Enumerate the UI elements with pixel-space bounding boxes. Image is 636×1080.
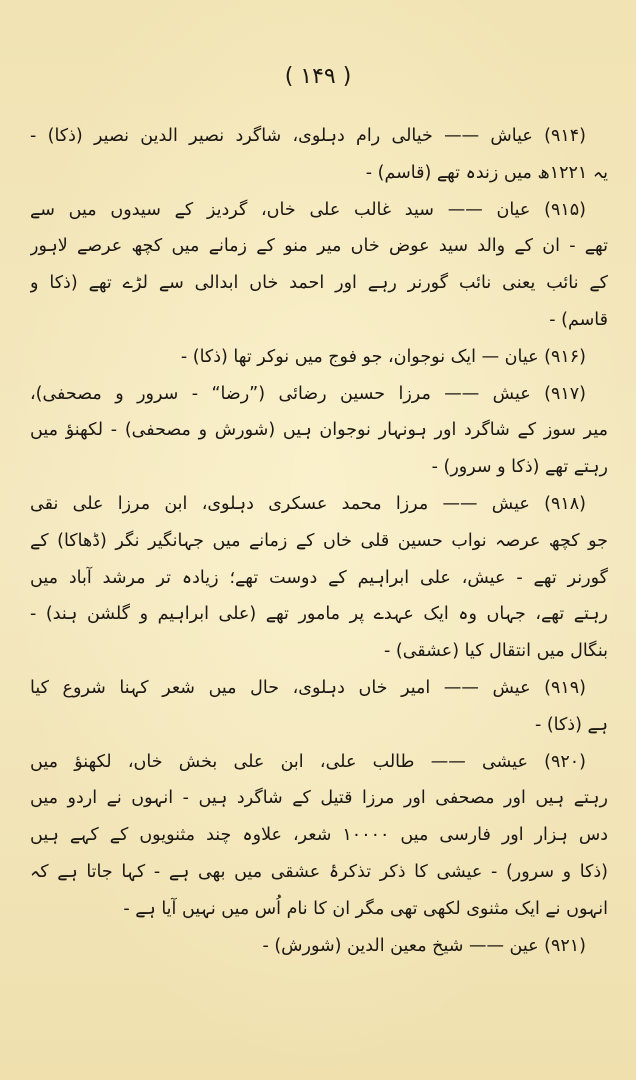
entry-paragraph: [30, 670, 608, 744]
entry-line: انہوں نے ایک مثنوی لکھی تھی مگر ان کا نام اُس میں نہیں آیا ہے -: [123, 898, 608, 919]
entry-paragraph: [30, 486, 608, 670]
entry-line: تھے - ان کے والد سید عوض خاں میر منو کے زمانے میں کچھ عرصے لاہور: [30, 236, 608, 257]
entry-line: رہتے تھے، جہاں وہ ایک عہدے پر مامور تھے (علی ابراہیم و گلشن ہند) -: [30, 604, 608, 625]
entry-line: رہتے ہیں اور مصحفی اور مرزا قتیل کے شاگرد ہیں - انہوں نے اردو میں: [30, 788, 608, 809]
entry-line: میر سوز کے شاگرد اور ہونہار نوجوان ہیں (شورش و مصحفی) - لکھنؤ میں: [30, 420, 608, 441]
entry-line: (۹۱۴) عیاش —— خیالی رام دہلوی، شاگرد نصیر الدین نصیر (ذکا) -: [30, 126, 586, 146]
entry-paragraph: [30, 339, 608, 376]
entry-line: ہے (ذکا) -: [534, 714, 608, 735]
entry-line: بنگال میں انتقال کیا (عشقی) -: [384, 641, 608, 662]
entry-line: (۹۲۱) عین —— شیخ معین الدین (شورش) -: [262, 935, 586, 956]
entry-line: قاسم) -: [549, 309, 608, 330]
page-number: ( ۱۴۹ ): [284, 64, 352, 89]
entry-paragraph: [30, 118, 608, 192]
page-body-text: [30, 118, 608, 964]
entry-paragraph: [30, 744, 608, 928]
entry-paragraph: [30, 192, 608, 339]
entry-paragraph: [30, 928, 608, 965]
entry-line: (۹۱۹) عیش —— امیر خاں دہلوی، حال میں شعر کہنا شروع کیا: [30, 677, 586, 698]
entry-line: جو کچھ عرصہ نواب حسین قلی خاں کے زمانے میں جہانگیر نگر (ڈھاکا) کے: [30, 530, 608, 551]
entry-line: (۹۱۵) عیان —— سید غالب علی خاں، گردیز کے سیدوں میں سے: [30, 199, 586, 220]
entry-line: (۹۱۷) عیش —— مرزا حسین رضائی (”رضا“ - سرور و مصحفی)،: [30, 383, 586, 404]
entry-line: دس ہزار اور فارسی میں ۱۰۰۰۰ شعر، علاوہ چند مثنویوں کے کہے ہیں: [30, 825, 608, 846]
entry-line: یہ ۱۲۲۱ھ میں زندہ تھے (قاسم) -: [365, 162, 608, 183]
entry-line: کے نائب یعنی نائب گورنر رہے اور احمد خاں ابدالی سے لڑے تھے (ذکا و: [30, 273, 608, 294]
entry-line: (۹۱۶) عیان — ایک نوجوان، جو فوج میں نوکر تھا (ذکا) -: [180, 346, 586, 367]
entry-paragraph: [30, 376, 608, 486]
entry-line: رہتے تھے (ذکا و سرور) -: [431, 457, 608, 478]
entry-line: (ذکا و سرور) - عیشی کا ذکر تذکرۂ عشقی میں بھی ہے - کہا جاتا ہے کہ: [30, 861, 608, 882]
entry-line: (۹۲۰) عیشی —— طالب علی، ابن علی بخش خاں، لکھنؤ میں: [30, 751, 586, 772]
entry-line: گورنر تھے - عیش، علی ابراہیم کے دوست تھے؛ زیادہ تر مرشد آباد میں: [30, 567, 608, 588]
entry-line: (۹۱۸) عیش —— مرزا محمد عسکری دہلوی، ابن مرزا علی نقی: [30, 493, 586, 514]
